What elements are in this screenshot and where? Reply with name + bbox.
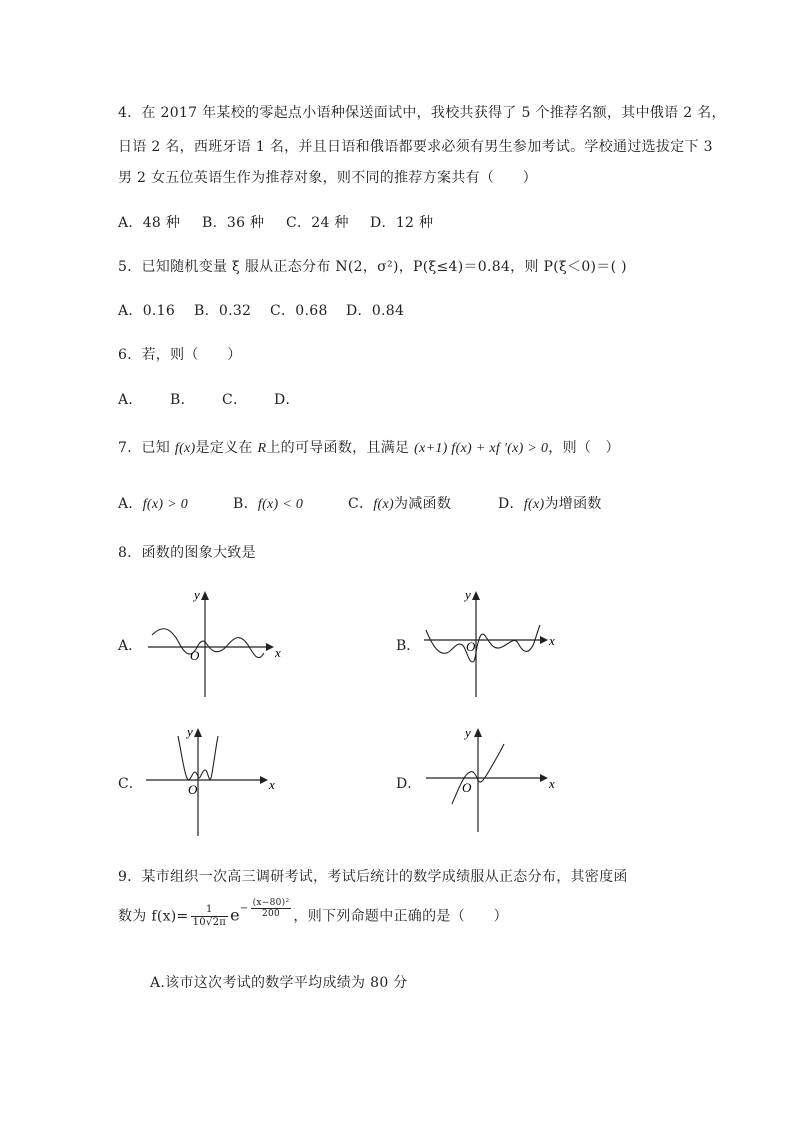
q7-option-d-letter: D． — [498, 496, 524, 512]
q9-option-a: A.该市这次考试的数学平均成绩为 80 分 — [150, 975, 408, 991]
graph-c-x-label: x — [269, 777, 275, 792]
graph-d-y-label: y — [465, 725, 471, 740]
graph-a-curve — [152, 629, 264, 658]
graph-c-y-label: y — [187, 724, 193, 739]
q9-fraction-numerator: 1 — [191, 904, 229, 917]
q7-prefix: 7．已知 — [118, 440, 171, 456]
q5-option-d: D．0.84 — [346, 303, 405, 319]
q7-condition: (x+1) f(x) + xf '(x) > 0 — [414, 441, 549, 456]
graph-b-y-arrow — [472, 591, 480, 600]
graph-a-origin: O — [190, 648, 200, 663]
q9-exponent: − $\frac{\text{(x−80)²}}{200}$ — [239, 897, 290, 919]
q4-line2: 日语 2 名，西班牙语 1 名，并且日语和俄语都要求必须有男生参加考试。学校通过选拔定下 3 — [118, 139, 713, 155]
q5-stem: 5．已知随机变量 ξ 服从正态分布 N(2，σ²)，P(ξ≤4)＝0.84，则 P(ξ＜0)＝( ) — [118, 259, 627, 275]
q9-line2 — [118, 897, 508, 929]
graph-c-y-arrow — [194, 728, 202, 737]
graph-a — [140, 585, 300, 700]
graph-a-label: A． — [118, 638, 143, 654]
q6-option-d: D． — [274, 392, 300, 408]
q4-option-a: A．48 种 — [118, 215, 181, 231]
q7-option-b — [233, 493, 348, 513]
q7-option-a-expr: f(x) > 0 — [142, 497, 188, 512]
q7-option-d — [498, 493, 602, 513]
q9-fraction-denominator: 10√2π — [192, 917, 227, 928]
q9-line1: 9．某市组织一次高三调研考试，考试后统计的数学成绩服从正态分布，其密度函 — [118, 869, 628, 885]
q5-option-a: A．0.16 — [118, 303, 176, 319]
graph-b-x-arrow — [540, 636, 548, 644]
q5-option-c: C．0.68 — [270, 303, 328, 319]
q7-options — [118, 493, 602, 513]
q7-stem — [118, 437, 620, 457]
graph-a-x-arrow — [266, 643, 274, 651]
graph-b-label: B． — [396, 638, 421, 654]
graph-b — [418, 585, 578, 700]
graph-d-origin: O — [462, 780, 472, 795]
graph-d-y-arrow — [474, 728, 482, 737]
graph-b-origin: O — [466, 639, 476, 654]
q7-option-c-letter: C． — [348, 496, 374, 512]
graph-c — [140, 722, 290, 840]
q7-option-b-letter: B． — [233, 496, 258, 512]
q9-line2-suffix: ，则下列命题中正确的是（ ） — [293, 908, 508, 925]
q6-option-b: B． — [170, 392, 195, 408]
q7-option-d-text: 为增函数 — [544, 496, 602, 512]
graph-a-x-label: x — [275, 645, 281, 660]
q7-option-c-text: 为减函数 — [393, 496, 452, 512]
q4-option-b: B．36 种 — [202, 215, 265, 231]
graph-d — [418, 722, 578, 837]
q4-options — [118, 212, 433, 232]
q4-line1: 4．在 2017 年某校的零起点小语种保送面试中，我校共获得了 5 个推荐名额，其中俄语 2 名， — [118, 105, 726, 121]
q9-e: e — [230, 905, 240, 925]
q4-line3: 男 2 女五位英语生作为推荐对象，则不同的推荐方案共有（ ） — [118, 170, 538, 186]
graph-a-y-arrow — [201, 591, 209, 600]
q9-exponent-numerator: (x−80)² — [252, 897, 290, 908]
q7-option-c — [348, 493, 498, 513]
q7-option-a — [118, 493, 233, 513]
graph-b-y-label: y — [465, 587, 471, 602]
q6-options — [118, 389, 300, 409]
graph-a-y-label: y — [194, 587, 200, 602]
q7-mid: 是定义在 — [195, 440, 253, 456]
q7-option-c-expr: f(x) — [373, 497, 394, 512]
graph-c-x-arrow — [260, 776, 268, 784]
q6-option-a: A． — [118, 392, 143, 408]
graph-c-label: C． — [118, 776, 143, 792]
graph-b-curve — [426, 625, 540, 662]
q7-option-b-expr: f(x) < 0 — [257, 497, 304, 512]
q7-fx: f(x) — [174, 441, 196, 456]
q5-options — [118, 300, 404, 320]
q9-line2-prefix: 数为 f(x)= — [118, 908, 189, 925]
graph-d-label: D． — [396, 776, 422, 792]
q4-option-d: D．12 种 — [370, 215, 434, 231]
q8-stem: 8．函数的图象大致是 — [118, 545, 256, 561]
q9-exponent-denominator: 200 — [261, 908, 281, 919]
q6-option-c: C． — [222, 392, 248, 408]
q7-mid2: 上的可导函数，且满足 — [266, 440, 410, 456]
graph-d-x-arrow — [540, 774, 548, 782]
q4-option-c: C．24 种 — [286, 215, 349, 231]
q7-R: R — [257, 441, 267, 456]
graph-b-x-label: x — [549, 633, 555, 648]
graph-d-x-label: x — [549, 776, 555, 791]
q9-density-fraction — [191, 904, 229, 929]
q7-option-a-letter: A． — [118, 496, 143, 512]
q6-stem: 6．若，则（ ） — [118, 347, 242, 363]
q5-option-b: B．0.32 — [194, 303, 252, 319]
q7-suffix: ，则（ ） — [548, 440, 620, 456]
graph-c-origin: O — [188, 782, 198, 797]
q7-option-d-expr: f(x) — [523, 497, 545, 512]
